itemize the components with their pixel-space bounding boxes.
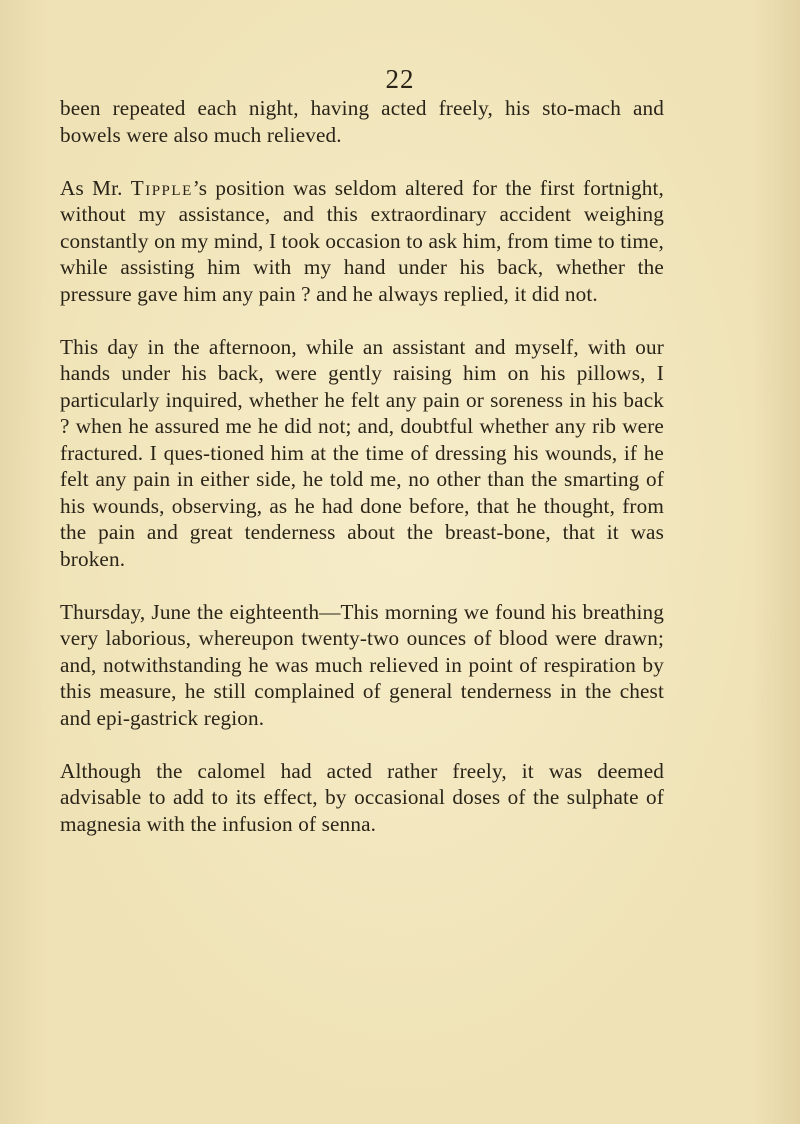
paragraph-2 bbox=[60, 175, 664, 308]
page-number: 22 bbox=[385, 64, 415, 94]
paragraph-4: Thursday, June the eighteenth—This morning we found his breathing very laborious, whereupon twenty-two ounces of blood were drawn; and, notwithstanding he was much relieved in point of respiration by this measure, he still complained of general tenderness in the chest and epi-gastrick region. bbox=[60, 599, 664, 730]
paragraph-2-rest: ’s position was seldom altered for the first fortnight, without my assistance, and this extraordinary accident weighing constantly on my mind, I took occasion to ask him, from time to time, while assisting him with my hand under his back, whether the pressure gave him any pain ? and he always replied, it did not. bbox=[60, 175, 664, 306]
paragraph-3: This day in the afternoon, while an assistant and myself, with our hands under his back, were gently raising him on his pillows, I particularly inquired, whether he felt any pain or soreness in his back ? when he assured me he did not; and, doubtful whether any rib were fractured. I ques-tioned him at the time of dressing his wounds, if he felt any pain in either side, he told me, no other than the smarting of his wounds, observing, as he had done before, that he thought, from the pain and great tenderness about the breast-bone, that it was broken. bbox=[60, 334, 664, 571]
name-tipple: Tipple bbox=[130, 175, 193, 200]
paragraph-5: Although the calomel had acted rather freely, it was deemed advisable to add to its effect, by occasional doses of the sulphate of magnesia with the infusion of senna. bbox=[60, 758, 664, 836]
body-text bbox=[60, 95, 664, 864]
paragraph-1: been repeated each night, having acted freely, his sto-mach and bowels were also much relieved. bbox=[60, 96, 664, 147]
paragraph-2-lead: As Mr. bbox=[60, 175, 131, 200]
